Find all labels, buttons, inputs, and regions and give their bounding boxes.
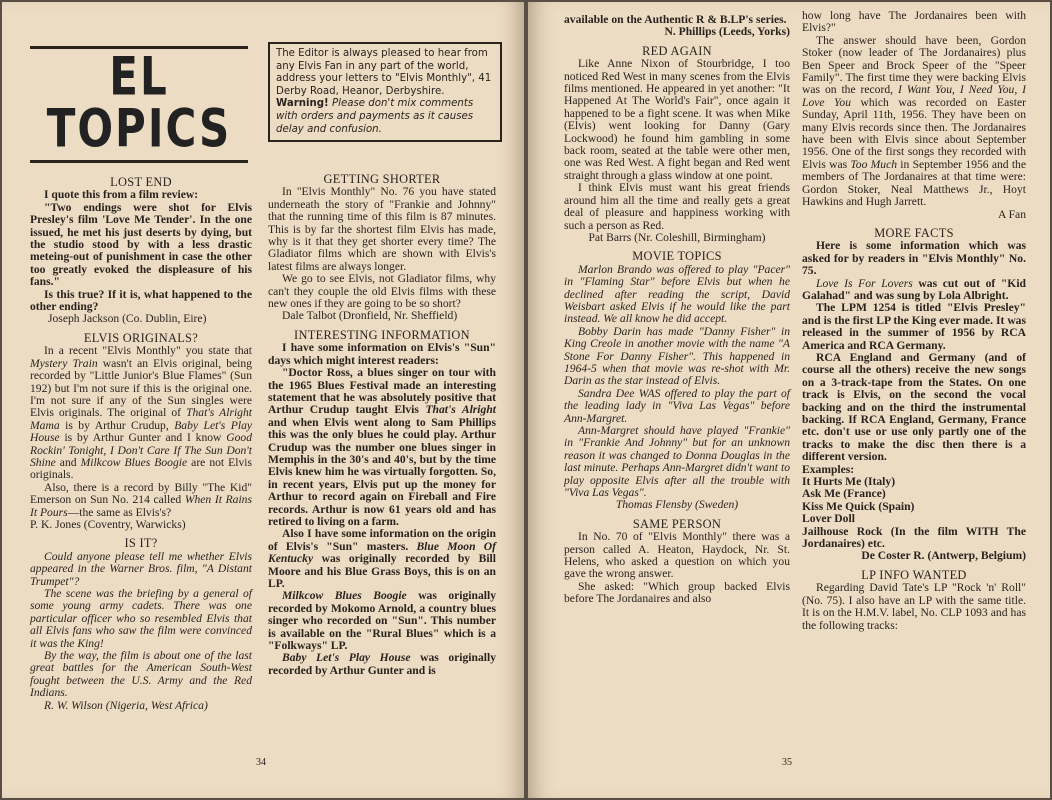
- info-p3: Also I have some information on the origin of Elvis's "Sun" masters. Blue Moon Of Kentucky was originally recorded by Bill Moore and his Blue Grass Boys, this is on an LP.: [268, 527, 496, 590]
- info-p2: "Doctor Ross, a blues singer on tour with the 1965 Blues Festival made an interesting statement that he was absolutely positive that Arthur Crudup taught Elvis That's Alright and when Elvis went along to Sam Phillips this was the only blues he could play. Arthur Crudup was the number one blues singer in Memphis in the 30's and 40's, but by the time Elvis knew him he was virtually forgotten. So, in recent years, Elvis put up the money for Arthur to record again on Fireball and Fire records. Arthur is now 61 years old and has retired to living on a farm.: [268, 366, 496, 528]
- page-number-right: 35: [782, 757, 792, 768]
- more-facts-p4: RCA England and Germany (and of course all the others) receive the new songs on a 3-track-tape from the States. On one track is Elvis, on the second the vocal backing and on the third the instrumental backing. If RCA England, Germany, France etc. don't use or use only partly one of the tracks to make the disc then there is a different version.: [802, 350, 1026, 464]
- example-2: Ask Me (France): [802, 487, 886, 501]
- same-person-p2: She asked: "Which group backed Elvis before The Jordanaires and also: [564, 579, 790, 606]
- lp-info-p1: Regarding David Tate's LP "Rock 'n' Roll" (No. 75). I also have an LP with the same title. It is on the H.M.V. label, No. CLP 1093 and has the following tracks:: [802, 581, 1026, 632]
- jordanaires-signature: A Fan: [997, 207, 1026, 221]
- movie-topics-p1: Marlon Brando was offered to play "Pacer" in "Flaming Star" before Elvis but when he declined after reading the script, David Weisbart asked Elvis if he would like the part instead. We all know he did accept.: [564, 262, 790, 326]
- movie-topics-signature: Thomas Flensby (Sweden): [615, 498, 739, 512]
- notice-warning-label: Warning!: [276, 98, 329, 110]
- example-4: Lover Doll: [802, 512, 855, 526]
- same-person-p1: In No. 70 of "Elvis Monthly" there was a person called A. Heaton, Haydock, Nr. St. Helens, who asked a question on which you gave the wrong answer.: [564, 530, 790, 581]
- right-page-left-column: [564, 14, 790, 606]
- cont-p1: available on the Authentic R & B.LP's series.: [564, 13, 787, 26]
- example-1: It Hurts Me (Italy): [802, 475, 896, 489]
- is-it-signature: R. W. Wilson (Nigeria, West Africa): [44, 698, 208, 712]
- el-topics-logo: [30, 46, 248, 164]
- shorter-p1: In "Elvis Monthly" No. 76 you have stated underneath the story of "Frankie and Johnny" that the running time of this film is 87 minutes. This is by far the shortest film Elvis has made, why is it that they get shorter every time? The Gladiator films which are shown with Elvis's latest films are always longer.: [268, 185, 496, 273]
- lost-end-p2: "Two endings were shot for Elvis Presley's film 'Love Me Tender'. In the one issued, he met his just deserts by dying, but the studio stood by with a less drastic meteing-out of punishment in case the other too greatly evoked the displeasure of his fans.": [30, 200, 252, 289]
- notice-text: The Editor is always pleased to hear from any Elvis Fan in any part of the world, address your letters to "Elvis Monthly", 41 Derby Road, Heanor, Derbyshire.: [276, 48, 492, 97]
- same-person-heading: SAME PERSON: [632, 516, 722, 531]
- movie-topics-p2: Bobby Darin has made "Danny Fisher" in King Creole in another movie with the name "A Stone For Danny Fisher". This happened in 1964-5 when that movie was re-shot with Mr. Darin as the star instead of Elvis.: [564, 324, 790, 388]
- shorter-p2: We go to see Elvis, not Gladiator films, why can't they couple the old Elvis films with these new ones if they are going to be so short?: [268, 272, 496, 311]
- info-p5: Baby Let's Play House was originally recorded by Arthur Gunter and is: [268, 651, 496, 677]
- red-again-signature: Pat Barrs (Nr. Coleshill, Birmingham): [588, 230, 766, 244]
- shorter-signature: Dale Talbot (Dronfield, Nr. Sheffield): [282, 309, 458, 323]
- red-again-p1: Like Anne Nixon of Stourbridge, I too noticed Red West in many scenes from the Elvis films mentioned. He appeared in yet another: "It Happened At The World's Fair", once again it happened to be a fight scene. It was when Mike (Elvis) went looking for Danny (Gary Lockwood) he found him gambling in some back room, seated at the table were other men, one was Red West. A fight began and Red went straight through a glass window at one point.: [564, 57, 790, 182]
- jordanaires-p2: The answer should have been, Gordon Stoker (now leader of The Jordanaires) plus Ben Speer and Brock Speer of the "Speer Family". The first time they were backing Elvis was on the record, I Want You, I Need You, I Love You which was recorded on Easter Sunday, April 11th, 1956. They have been on many Elvis records since then. The Jordanaires have been with Elvis since about September 1956. One of the first songs they recorded with Elvis was Too Much in September 1956 and the members of The Jordanaires at that time were: Gordon Stoker, Neal Matthews Jr., Hoyt Hawkins and Hugh Jarrett.: [802, 33, 1027, 209]
- more-facts-p2: Love Is For Lovers was cut out of "Kid Galahad" and was sung by Lola Albright.: [802, 276, 1026, 302]
- logo-line-2: TOPICS: [46, 97, 232, 159]
- lost-end-signature: Joseph Jackson (Co. Dublin, Eire): [48, 312, 207, 326]
- movie-topics-p3: Sandra Dee WAS offered to play the part of the leading lady in "Viva Las Vegas" before Ann-Margret.: [564, 386, 790, 425]
- page-34: [2, 2, 524, 798]
- originals-p1: In a recent "Elvis Monthly" you state that Mystery Train wasn't an Elvis original, being recorded by "Little Junior's Blue Flames" (Sun 192) but I'm not sure if this is the original one. I'm not sure if any of the Sun singles were Elvis originals. The original of That's Alright Mama is by Arthur Crudup, Baby Let's Play House is by Arthur Gunter and I know Good Rockin' Tonight, I Don't Care If The Sun Don't Shine and Milkcow Blues Boogie are not Elvis originals.: [30, 344, 253, 482]
- more-facts-p1: Here is some information which was asked for by readers in "Elvis Monthly" No. 75.: [802, 239, 1026, 278]
- example-5: Jailhouse Rock (In the film WITH The Jordanaires) etc.: [802, 524, 1026, 551]
- jordanaires-p1: how long have The Jordanaires been with Elvis?": [802, 9, 1026, 35]
- info-p4: Milkcow Blues Boogie was originally recorded by Mokomo Arnold, a country blues singer who recorded on "Sun". This number is available on the "Rural Blues" which is a "Folkways" LP.: [268, 589, 496, 653]
- right-page-right-column: [802, 10, 1026, 632]
- left-column: [30, 170, 252, 712]
- shorter-heading: GETTING SHORTER: [323, 172, 441, 186]
- originals-signature: P. K. Jones (Coventry, Warwicks): [30, 517, 186, 531]
- is-it-p1: Could anyone please tell me whether Elvis appeared in the Warner Bros. film, "A Distant Trumpet"?: [30, 549, 252, 588]
- is-it-heading: IS IT?: [124, 536, 158, 551]
- lp-info-heading: LP INFO WANTED: [861, 567, 967, 582]
- movie-topics-p4: Ann-Margret should have played "Frankie" in "Frankie And Johnny" but for an unknown reason it was changed to Donna Douglas in the last minute. Perhaps Ann-Margret didn't want to play opposite Elvis after all the trouble with "Viva Las Vegas".: [564, 424, 790, 500]
- examples-label: Examples:: [802, 462, 855, 476]
- editor-notice-box: [268, 42, 502, 142]
- info-p1: I have some information on Elvis's "Sun" days which might interest readers:: [268, 341, 496, 367]
- red-again-p2: I think Elvis must want his great friends around him all the time and really gets a great deal of pleasure and happiness working with such a person as Red.: [564, 181, 790, 232]
- page-number-left: 34: [256, 757, 266, 768]
- notice-warning-text: Please don't mix comments with orders and payments as it causes delay and confusion.: [276, 98, 474, 135]
- is-it-p3: By the way, the film is about one of the last great battles for the American South-West fought between the U.S. Army and the Red Indians.: [30, 649, 252, 700]
- info-heading: INTERESTING INFORMATION: [294, 327, 470, 342]
- page-35: [528, 2, 1050, 798]
- cont-signature: N. Phillips (Leeds, Yorks): [664, 25, 790, 39]
- lost-end-p3: Is this true? If it is, what happened to the other ending?: [30, 287, 252, 314]
- middle-column: [268, 167, 496, 677]
- example-3: Kiss Me Quick (Spain): [802, 499, 915, 513]
- originals-p2: Also, there is a record by Billy "The Kid" Emerson on Sun No. 214 called When It Rains It Pours—the same as Elvis's?: [30, 480, 252, 519]
- more-facts-signature: De Coster R. (Antwerp, Belgium): [861, 549, 1026, 563]
- originals-heading: ELVIS ORIGINALS?: [83, 330, 199, 345]
- movie-topics-heading: MOVIE TOPICS: [632, 249, 722, 264]
- is-it-p2: The scene was the briefing by a general of some young army cadets. There was one particular officer who so resembled Elvis that all Elvis fans who saw the film were convinced it was the King!: [30, 587, 252, 650]
- lost-end-heading: LOST END: [110, 175, 172, 189]
- red-again-heading: RED AGAIN: [642, 43, 712, 58]
- more-facts-p3: The LPM 1254 is titled "Elvis Presley" and is the first LP the King ever made. It was released in the summer of 1956 by RCA America and RCA Germany.: [802, 301, 1026, 352]
- more-facts-heading: MORE FACTS: [874, 225, 954, 240]
- logo-line-1: EL: [109, 45, 169, 107]
- lost-end-p1: I quote this from a film review:: [44, 188, 199, 202]
- logo-bottom-rule: [30, 160, 248, 163]
